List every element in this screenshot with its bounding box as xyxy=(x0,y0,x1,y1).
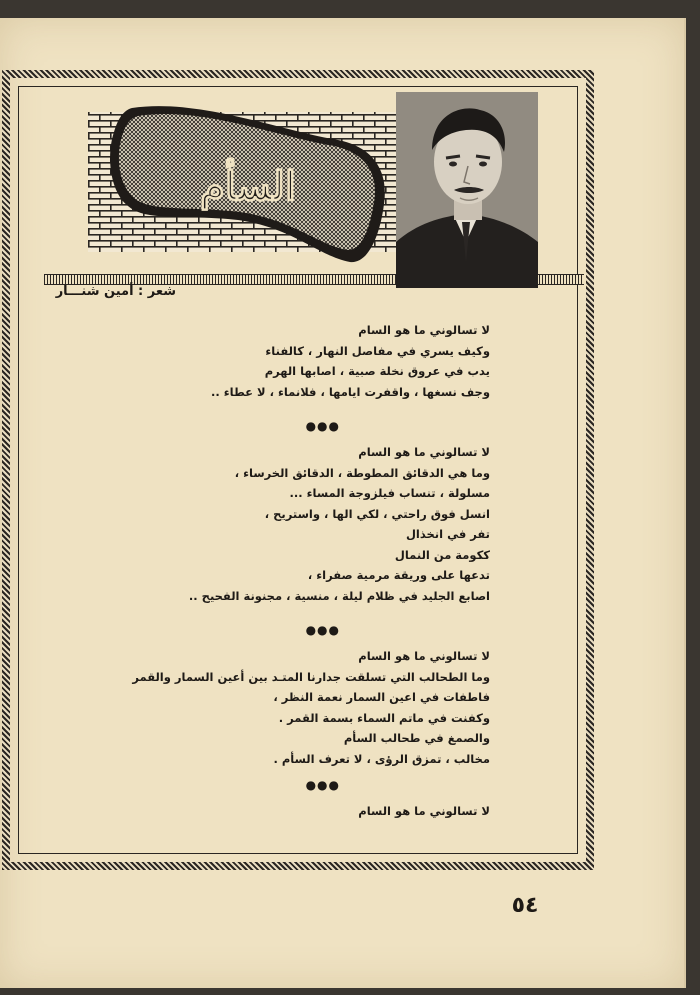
poem-line: تدعها على وريقة مرمية صفراء ، xyxy=(307,568,490,582)
title-text: السأم xyxy=(200,163,296,210)
poem-line: لا تسالوني ما هو السام xyxy=(358,649,490,663)
stanza-separator: ●●● xyxy=(305,778,340,792)
stanza-3 xyxy=(40,646,490,769)
poem-line: وما هي الدقائق المطوطة ، الدقائق الخرساء ، xyxy=(234,465,490,480)
poem-line: يدب في عروق نخلة صبية ، اصابها الهرم xyxy=(264,364,490,378)
poem-line: تفر في انخذال xyxy=(405,527,490,541)
stanza-separator: ●●● xyxy=(305,623,340,637)
stanza-separator: ●●● xyxy=(305,419,340,433)
poem-line: انسل فوق راحتي ، لكي الها ، واستريح ، xyxy=(264,506,490,521)
author-photo xyxy=(396,92,538,288)
stanza-2 xyxy=(40,442,490,606)
poem-line: والصمغ في طحالب السأم xyxy=(343,731,490,745)
poem-line: لا تسالوني ما هو السام xyxy=(358,445,490,459)
stanza-1 xyxy=(40,320,490,402)
title-banner xyxy=(88,96,396,264)
poem-line: اصابع الجليد في ظلام ليلة ، منسية ، مجنونة الفحيح .. xyxy=(188,588,490,603)
poem-line: وجف نسغها ، واقفرت ايامها ، فلانماء ، لا عطاء .. xyxy=(211,384,490,399)
magazine-page xyxy=(0,18,686,988)
poem-line: لا تسالوني ما هو السام xyxy=(358,323,490,337)
poem-line: وكيف يسري في مفاصل النهار ، كالفناء xyxy=(265,343,490,358)
poem-author: شعر : أمين شنـــار xyxy=(55,284,176,299)
poem-line: وكفنت في ماتم السماء بسمة القمر . xyxy=(278,710,490,725)
poem-line: ككومة من النمال xyxy=(394,547,490,562)
stanza-4 xyxy=(40,801,490,822)
poem-line: فاطفات في اعين السمار نعمة النظر ، xyxy=(273,690,490,704)
poem-line: مخالب ، تمزق الرؤى ، لا تعرف السأم . xyxy=(273,751,490,766)
page-number: ٥٤ xyxy=(511,893,539,918)
poem-line: لا تسالوني ما هو السام xyxy=(358,804,490,818)
portrait-image xyxy=(396,92,538,288)
poem-body xyxy=(40,320,490,822)
poem-line: مسلولة ، تنساب فيلزوجة المساء ... xyxy=(289,486,490,500)
poem-line: وما الطحالب التي تسلقت جدارنا المتـد بين أعين السمار والقمر xyxy=(132,669,490,684)
